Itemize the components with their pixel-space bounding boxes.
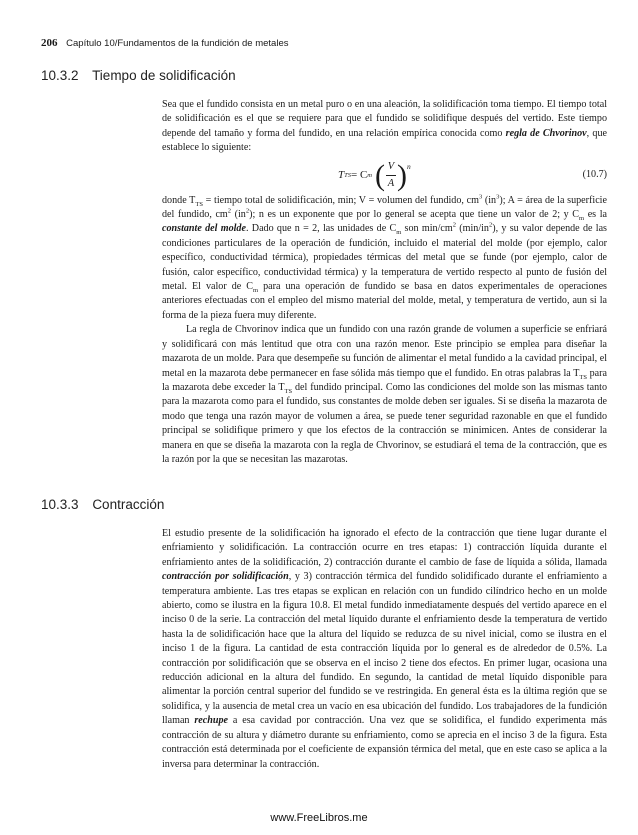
superscript: 3 bbox=[478, 193, 483, 201]
section-body-solidification-time bbox=[162, 98, 607, 467]
eq-lhs: T bbox=[338, 169, 345, 182]
right-paren: ) bbox=[397, 158, 407, 192]
text-run: , que establece lo siguiente: bbox=[162, 127, 607, 154]
text-run: para una operación de fundido se basa en datos experimentales de operaciones anteriores efectuadas con el empleo del mismo material del molde, metal, y temperatura de vertido, aun si la forma de la pieza fuera muy diferente. bbox=[162, 281, 607, 321]
subscript: m bbox=[253, 287, 259, 295]
section-title: Contracción bbox=[92, 497, 165, 512]
text-run: del fundido principal. Como las condiciones del molde son las mismas tanto para la mazarota como para el fundido, sus constantes de molde deben ser iguales. Si se diseña la mazarota de modo que tenga una razón mayor de volumen a área, se puede tener seguridad razonable en que el fundido principal se solidifique primero y que los efectos de la contracción se minimicen. Antes de considerar la manera en que se diseña la mazarota con la regla de Chvorinov, se estudiará el tema de la contracción, que es la razón por la que se necesitan las mazarotas. bbox=[162, 381, 607, 465]
text-run: (in bbox=[482, 194, 497, 206]
eq-fraction bbox=[386, 160, 396, 192]
eq-numerator: V bbox=[387, 160, 395, 172]
section-heading-contraction bbox=[41, 497, 164, 512]
text-run: es la bbox=[584, 209, 607, 221]
footer-url: www.FreeLibros.me bbox=[270, 812, 368, 824]
equation-formula: T TS = C m ( $\frac{V}{A}$ ) n bbox=[338, 158, 411, 192]
text-run: , y 3) contracción térmica del fundido solidificado durante el enfriamiento a temperatura ambiente. Las tres etapas se explican en relación con un fundido cilíndrico hecho en un molde abierto, como se ilustra en la figura 10.8. El metal fundido inmediatamente después del vertido aparece en el inciso 0 de la serie. La contracción del metal líquido durante el enfriamiento desde la temperatura de vertido hasta la de solidificación hace que la altura del líquido se reduzca de su nivel inicial, como se ilustra en el inciso 1 de la figura. La cantidad de esta contracción líquida por lo general es de alrededor de 0.5%. La contracción por solidificación que se observa en el inciso 2 tiene dos efectos. En primer lugar, ocasiona una reducción adicional en la altura del fundido. En segundo, la cantidad de metal líquido disponible para alimentar la porción central superior del fundido se ve restringida. En general ésta es la última región que se solidifica, y la ausencia de metal crea un vacío en esa ubicación del fundido. Los trabajadores de la fundición llaman bbox=[162, 571, 607, 727]
text-run: La regla de Chvorinov indica que un fundido con una razón grande de volumen a superficie se enfriará y solidificará con más lentitud que otra con una razón menor. Este principio se emplea para diseñar la mazarota de un molde. Para que desempeñe su función de alimentar el metal fundido a la cavidad principal, el metal en la mazarota debe permanecer en fase sólida más tiempo que el fundido. En otras palabras la T bbox=[162, 324, 607, 379]
term-emphasis: constante del molde bbox=[162, 223, 246, 235]
page-number: 206 bbox=[41, 37, 58, 49]
text-run: = tiempo total de solidificación, min; V = volumen del fundido, cm bbox=[202, 194, 479, 206]
subscript: TS bbox=[195, 200, 203, 208]
eq-fraction-group bbox=[375, 160, 411, 192]
paragraph bbox=[162, 194, 607, 324]
section-number: 10.3.3 bbox=[41, 497, 79, 512]
section-heading-solidification-time bbox=[41, 68, 236, 83]
eq-exponent: n bbox=[407, 161, 411, 171]
text-run: donde T bbox=[162, 194, 196, 206]
text-run: Sea que el fundido consista en un metal puro o en una aleación, la solidificación toma tiempo. El tiempo total de solidificación es el que se requiere para que el fundido se solidifique después del vertido. Este tiempo depende del tamaño y forma del fundido, en una relación empírica conocida como bbox=[162, 99, 607, 139]
left-paren: ( bbox=[375, 158, 385, 192]
chapter-title: Capítulo 10/Fundamentos de la fundición de metales bbox=[66, 38, 289, 49]
term-emphasis: contracción por solidificación bbox=[162, 571, 289, 583]
text-run: . Dado que n = 2, las unidades de C bbox=[245, 223, 397, 235]
text-run: ), y su valor depende de las condiciones particulares de la operación de fundición, incluido el material del molde (por ejemplo, calor específico, conductividad térmica), propiedades térmicas del metal que se funde (por ejemplo, calor de fusión, calor específico, conductividad térmica) y la temperatura de vertido respecto al punto de fusión del metal. El valor de C bbox=[162, 223, 607, 293]
term-emphasis: rechupe bbox=[194, 715, 229, 727]
superscript: 2 bbox=[452, 222, 456, 230]
text-run: ); A = área de la superficie del fundido, cm bbox=[162, 194, 607, 221]
text-run: El estudio presente de la solidificación ha ignorado el efecto de la contracción que tiene lugar durante el enfriamiento y solidificación. La contracción ocurre en tres etapas: 1) contracción líquida durante el enfriamiento antes de la solidificación, 2) contracción durante el cambio de fase de líquida a sólida, llamada bbox=[162, 528, 607, 568]
paragraph bbox=[162, 323, 607, 467]
running-head bbox=[41, 37, 601, 49]
superscript: 2 bbox=[488, 222, 493, 230]
term-emphasis: regla de Chvorinov bbox=[505, 127, 587, 139]
section-body-contraction bbox=[162, 527, 607, 772]
equation-number: (10.7) bbox=[582, 168, 607, 180]
subscript: m bbox=[579, 215, 585, 223]
subscript: TS bbox=[579, 373, 587, 381]
paragraph bbox=[162, 98, 607, 156]
text-run: a esa cavidad por contracción. Una vez que se solidifica, el fundido experimenta más contracción de su altura y diámetro durante su enfriamiento, como se aprecia en el inciso 3 de la figura. Esta contracción está determinada por el coeficiente de expansión térmica del metal, que en este caso se aplica a la inversa para determinar la contracción. bbox=[162, 715, 607, 770]
subscript: m bbox=[396, 229, 402, 237]
text-run: son min/cm bbox=[401, 223, 453, 235]
text-run: ); n es un exponente que por lo general se acepta que tiene un valor de 2; y C bbox=[249, 209, 580, 221]
equation-10-7 bbox=[162, 156, 607, 194]
superscript: 3 bbox=[496, 193, 500, 201]
text-run: para la mazarota debe exceder la T bbox=[162, 367, 607, 393]
section-number: 10.3.2 bbox=[41, 68, 79, 83]
text-run: (min/in bbox=[455, 223, 489, 235]
superscript: 2 bbox=[227, 207, 232, 215]
subscript: TS bbox=[284, 387, 293, 395]
fraction-bar bbox=[386, 175, 396, 176]
section-title: Tiempo de solidificación bbox=[92, 68, 236, 83]
paragraph bbox=[162, 527, 607, 772]
text-run: (in bbox=[231, 209, 246, 221]
eq-sign: = C bbox=[351, 169, 368, 182]
eq-denominator: A bbox=[387, 178, 395, 190]
superscript: 2 bbox=[245, 207, 250, 215]
